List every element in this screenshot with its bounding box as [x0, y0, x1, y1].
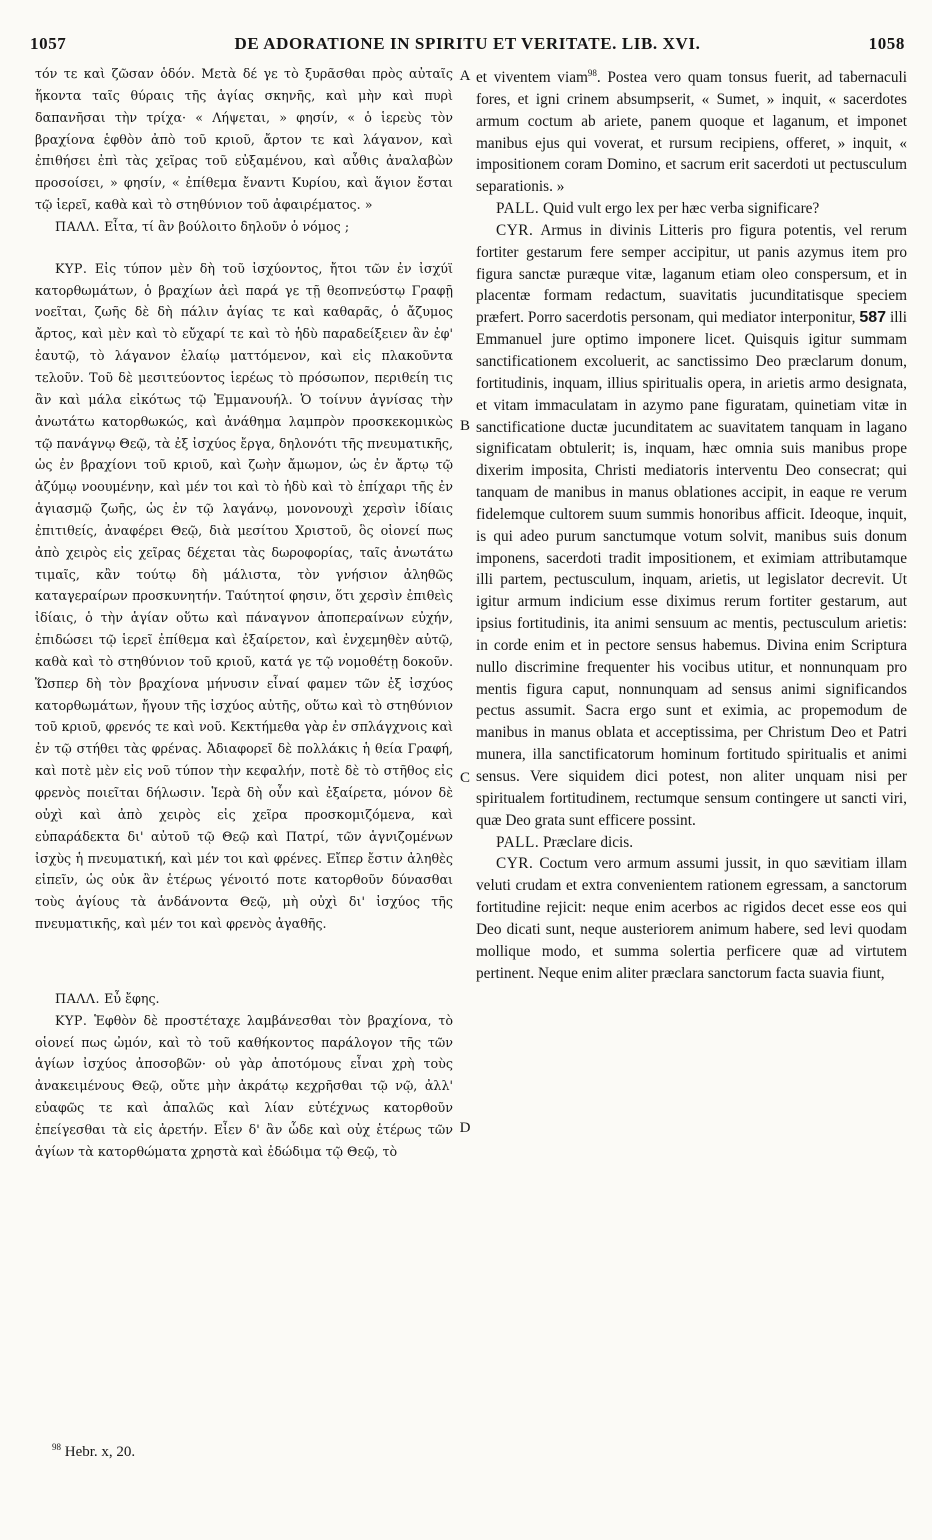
greek-pall-paragraph-2 — [35, 988, 453, 1010]
right-page-number: 1058 — [868, 34, 905, 53]
latin-cyr-paragraph-1 — [476, 220, 907, 832]
latin-pall-text-1: Quid vult ergo lex per hæc verba significare? — [543, 200, 820, 218]
left-page-number: 1057 — [30, 34, 67, 53]
greek-speaker-cyr: ΚΥΡ. — [55, 260, 88, 276]
greek-cyr-paragraph-2 — [35, 1010, 453, 1163]
margin-marker-a: A — [459, 68, 471, 84]
margin-marker-b: B — [459, 418, 470, 434]
latin-speaker-pall: PALL. — [496, 200, 540, 218]
running-title: DE ADORATIONE IN SPIRITU ET VERITATE. LIB. XVI. — [234, 34, 701, 53]
running-header — [30, 34, 905, 58]
latin-speaker-pall-2: PALL. — [496, 833, 540, 851]
latin-cyr-paragraph-2 — [476, 853, 907, 984]
latin-cyr-text-2: Coctum vero armum assumi jussit, in quo sævitiam illam veluti crudam et extra convenientem rationem egressam, a sanctorum fortitudine rejicit: neque enim acerbos ac rigidos decet esse eos qui Deo dicati sunt, neque austeriorem animum habere, sed levi quodam mollique modo, et summa solertia perficere quæ ad virtutem pertinent. Neque enim aliter præclara sanctorum facta suavia fiunt, — [476, 855, 908, 982]
latin-speaker-cyr: CYR. — [496, 221, 534, 239]
greek-speaker-pall: ΠΑΛΛ. — [55, 218, 101, 234]
latin-intro-paragraph — [476, 63, 907, 198]
greek-pall-text-2: Εὖ ἔφης. — [104, 990, 160, 1006]
margin-marker-d: D — [459, 1120, 471, 1136]
footnote-reference: 98 — [587, 68, 597, 78]
greek-cyr-paragraph-1 — [35, 258, 453, 935]
greek-column — [35, 63, 453, 1163]
latin-cyr-text-1b: illi Emmanuel jure optimo imponere licet. Quisquis igitur summam sanctificationem excoluerit, ac sanctissimo Deo præclarum donum, fortitudinis, inquam, illius spiritualis opera, in arietis armo designata, et vitam immaculatam in azymo pane figuratam, quinetiam vitæ in sanctificatione ductæ jucunditatem ac suavitatem tanquam in lagano significatam obtulerit; is, inquam, hæc omnia suis manibus prope dixerim imposita, Christi mediatoris interventu Deo consecrat; qui tanquam de manibus in manus oblationes accipit, in eaque re verum fidelemque cultorem suum summis honoribus afficit. Ideoque, inquit, is qui adeo purum sanctumque votum solvit, manibus suis donum imponens, sacerdoti tradit impositionem, et eximiam attributamque illi partem, pectusculum, inquam, arietis, ut legislator decrevit. Ut igitur armum indicium esse diximus rerum fortiter gestarum, aut ipsius fortitudinis, ita animi sensuum ac mentis, pectusculum arietis: in corde enim et in pectore sensus habemus. Divina enim Scriptura nullo discrimine frequenter his vocibus utitur, et nonnunquam pro mentis figura caput, nonnunquam ad sensus animi significandos pectus assumit. Sacra ergo sunt et eximia, ac propemodum de manibus in manus oblata et acceptissima, per Christum Deo et Patri munera, illa sanctificatorum hominum fortitudo spiritualis et animi sensus. Vere siquidem dici potest, non aliter unquam nisi per spiritualem fortitudinem, rectumque sensum contingere ut sancti viri, quæ Deo grata sunt efficere possint. — [476, 309, 907, 829]
greek-cyr-text-1: Εἰς τύπον μὲν δὴ τοῦ ἰσχύοντος, ἤτοι τῶν ἐν ἰσχύϊ κατορθωμάτων, ὁ βραχίων ἀεὶ παρά γε τῇ θεοπνεύστῳ Γραφῇ νοεῖται, ζωῆς δὲ δὴ πάλιν ἁγίας τε καὶ καθαρᾶς, ὁ ἄζυμος ἄρτος, καὶ μὲν καὶ τὸ εὔχαρί τε καὶ τὸ ἡδὺ παραδείξειεν ἂν ἐφ' ἑαυτῷ, τὸ λάγανον ἐλαίῳ ματτόμενον, καὶ εἰς πλακοῦντα τελοῦν. Τοῦ δὲ μεσιτεύοντος ἱερέως τὸ πρόσωπον, περιθείη τις ἂν καὶ μάλα εἰκότως τῷ Ἐμμανουήλ. Ὁ τοίνυν ἁγνίσας τὴν ἀνωτάτω κατορθωκώς, καὶ ἀνάθημα λαμπρὸν προσκεκομικὼς τῷ πανάγνῳ Θεῷ, τὰ ἐξ ἰσχύος ἔργα, δηλονότι τῆς πνευματικῆς, ὡς ἐν βραχίονι τοῦ κριοῦ, καὶ ζωὴν ἄμωμον, ὡς ἐν ἄρτῳ τῷ ἀζύμῳ νοουμένην, καὶ μέν τοι καὶ τὸ ἡδὺ καὶ τὸ ἐπίχαρι τῆς ἐν ἁγιασμῷ ζωῆς, ὡς ἐν τῷ λαγάνῳ, μονονουχὶ χερσὶν ἰδίαις ἐπιτιθείς, ἀναφέρει Θεῷ, διὰ μεσίτου Χριστοῦ, ὃς οἱονεί πως ἀπὸ χειρὸς εἰς χεῖρας δέχεται τὰς δωροφορίας, ταῖς ἀνωτάτω τιμαῖς, κἂν τούτῳ δὴ μάλιστα, τὸν γνήσιον ἀληθῶς καταγεραίρων προσκυνητήν. Ταύτητοί φησιν, ὅτι χερσὶν ἐπιθεὶς ἰδίαις, ὁ τὴν ἁγίαν οὕτω καὶ πάναγνον ἀποπεραίνων εὐχήν, ἐπιδώσει τῷ ἱερεῖ ἐπίθεμα καὶ ἐξαίρετον, καὶ ἐνχεμηθὲν αὐτῷ, καθὰ καὶ τὸ στηθύνιον τοῦ κριοῦ, κατά γε τῷ νομοθέτῃ δοκοῦν. Ὥσπερ δὴ τὸν βραχίονα μήνυσιν εἶναί φαμεν τῶν ἐξ ἰσχύος κατορθωμάτων, ἤγουν τῆς ἰσχύος αὐτῆς, οὕτω καὶ τὸ στηθύνιον τοῦ κριοῦ, φρενός τε καὶ νοῦ. Κεκτήμεθα γὰρ ἐν σπλάγχνοις καὶ ἐν τῷ στήθει τὰς φρένας. Ἀδιαφορεῖ δὲ πολλάκις ἡ θεία Γραφή, καὶ ποτὲ μὲν εἰς νοῦ τύπον τὴν κεφαλήν, ποτὲ δὲ τὸ στῆθος εἰς φρενὸς ποιεῖται δήλωσιν. Ἱερὰ δὴ οὖν καὶ ἐξαίρετα, μόνον δὲ οὐχὶ καὶ ἀπὸ χειρὸς εἰς χεῖρα προσκομιζόμενα, καὶ εὐπαράδεκτα δι' αὐτοῦ τῷ Θεῷ καὶ Πατρί, τῶν ἁγνιζομένων ἰσχὺς ἡ πνευματική, καὶ μέν τοι καὶ φρένες. Εἴπερ ἔστιν ἀληθὲς εἰπεῖν, ὡς οὐκ ἂν ἑτέρως γένοιτό ποτε κατορθοῦν δύνασθαι τοὺς ἁγίους τὰ ἁνδάνοντα Θεῷ, μὴ οὐχὶ δι' ἰσχύος τῆς πνευματικῆς, καὶ μέν τοι καὶ φρενὸς ἀγαθῆς. — [35, 260, 453, 932]
latin-cyr-text-1a: Armus in divinis Litteris pro figura potentis, vel rerum fortiter gestarum fere semper accipitur, ut panis azymus item pro figura sanctæ puræque vitæ, laganum etiam oleo conspersum, et in placentæ formam redactum, suavitatis jucunditatisque speciem præfert. Porro sacerdotis personam, qui mediator interponitur, — [476, 221, 907, 327]
greek-pall-text-1: Εἶτα, τί ἂν βούλοιτο δηλοῦν ὁ νόμος ; — [104, 218, 350, 234]
latin-intro-start: et viventem viam — [476, 69, 588, 86]
footnote-number: 98 — [52, 1442, 61, 1452]
column-number: 587 — [859, 309, 887, 327]
greek-cyr-text-2: Ἑφθὸν δὲ προστέταχε λαμβάνεσθαι τὸν βραχίονα, τὸ οἱονεί πως ὠμόν, καὶ τὸ τοῦ καθήκοντος παράλογον τῆς τῶν ἁγίων ἰσχύος ἀποσοβῶν· οὐ γὰρ ἀποτόμους εἶναι χρὴ τοὺς ἀνακειμένους Θεῷ, οὔτε μὴν ἀκράτῳ κεχρῆσθαι τῷ νῷ, ἀλλ' εὐαφῶς τε καὶ ἀπαλῶς καὶ λίαν εὐτέχνως κατορθοῦν ἐπείγεσθαι τὰ εἰς ἀρετήν. Εἶεν δ' ἂν ὧδε καὶ οὐχ ἑτέρως τῶν ἁγίων τὰ κατορθώματα χρηστὰ καὶ ἐδώδιμα τῷ Θεῷ, τὸ — [35, 1012, 453, 1159]
latin-pall-paragraph-2 — [476, 832, 907, 854]
latin-pall-paragraph-1 — [476, 198, 907, 220]
footnote-text: Hebr. x, 20. — [64, 1444, 136, 1460]
latin-speaker-cyr-2: CYR. — [496, 855, 534, 873]
footnote — [52, 1442, 135, 1461]
greek-speaker-cyr-2: ΚΥΡ. — [55, 1012, 88, 1028]
margin-marker-c: C — [459, 770, 470, 786]
latin-pall-text-2: Præclare dicis. — [543, 833, 634, 851]
greek-speaker-pall-2: ΠΑΛΛ. — [55, 990, 101, 1006]
greek-pall-paragraph-1 — [35, 216, 453, 238]
greek-intro-paragraph: τόν τε καὶ ζῶσαν ὁδόν. Μετὰ δέ γε τὸ ξυρᾶσθαι πρὸς αὐταῖς ἥκοντα ταῖς θύραις τῆς ἁγίας σκηνῆς, καὶ μὴν καὶ πυρὶ δαπανῆσαι τὴν τρίχα· « Λήψεται, » φησίν, « ὁ ἱερεὺς τὸν βραχίονα ἑφθὸν ἀπὸ τοῦ κριοῦ, ἄρτον τε καὶ λάγανον, καὶ ἐπιθήσει ἐπὶ τὰς χεῖρας τοῦ εὐξαμένου, καὶ αὖθις ἀναλαβὼν προσοίσει, » φησίν, « ἐπίθεμα ἔναντι Κυρίου, καὶ ἅγιον ἔσται τῷ ἱερεῖ, καθὰ καὶ τὸ στηθύνιον τοῦ ἀφαιρέματος. » — [35, 66, 453, 213]
latin-column — [476, 63, 907, 984]
latin-intro-rest: . Postea vero quam tonsus fuerit, ad tabernaculi fores, et igni crinem absumpserit, « Sumet, » inquit, « sacerdotes armum coctum ab ariete, panem quoque et laganum, et imponet manibus ejus qui voverat, et rursum recipiens, offeret, » inquit, « impositionem coram Domino, et sacrum erit sacerdoti ut pectusculum separationis. » — [476, 69, 907, 196]
